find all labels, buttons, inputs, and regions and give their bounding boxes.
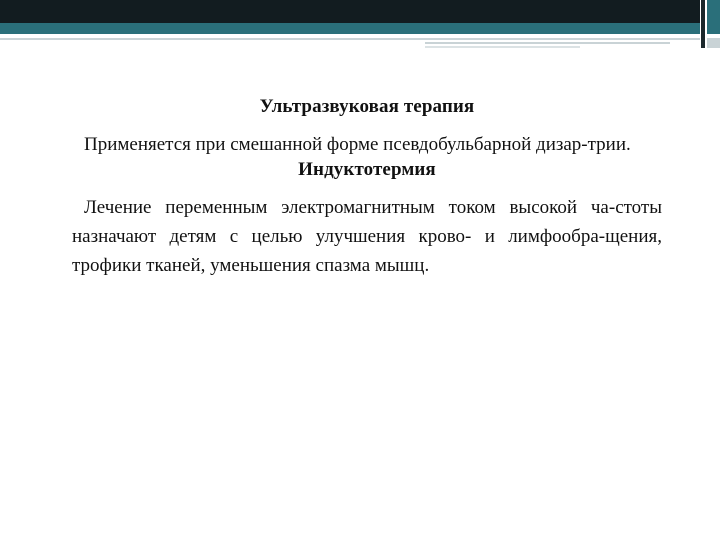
- header-teal-band: [0, 23, 700, 34]
- heading-inductothermy: Индуктотермия: [298, 159, 436, 180]
- paragraph-inductothermy: Лечение переменным электромагнитным током высокой ча-стоты назначают детям с целью улучшения крово- и лимфообра-щения, трофики тканей, уменьшения спазма мышц.: [72, 197, 662, 276]
- corner-accent-dark: [701, 0, 705, 48]
- paragraph-ultrasound-therapy: Применяется при смешанной форме псевдобульбарной дизар-трии.: [84, 134, 631, 155]
- header-dark-band: [0, 0, 700, 23]
- slide-content: [72, 96, 662, 280]
- heading-ultrasound-therapy: Ультразвуковая терапия: [259, 96, 475, 117]
- corner-accent-teal: [707, 0, 720, 34]
- header-accent-line: [425, 42, 670, 44]
- corner-accent-grey: [707, 38, 720, 48]
- header-accent-line-short: [425, 46, 580, 48]
- header-divider-line: [0, 38, 700, 40]
